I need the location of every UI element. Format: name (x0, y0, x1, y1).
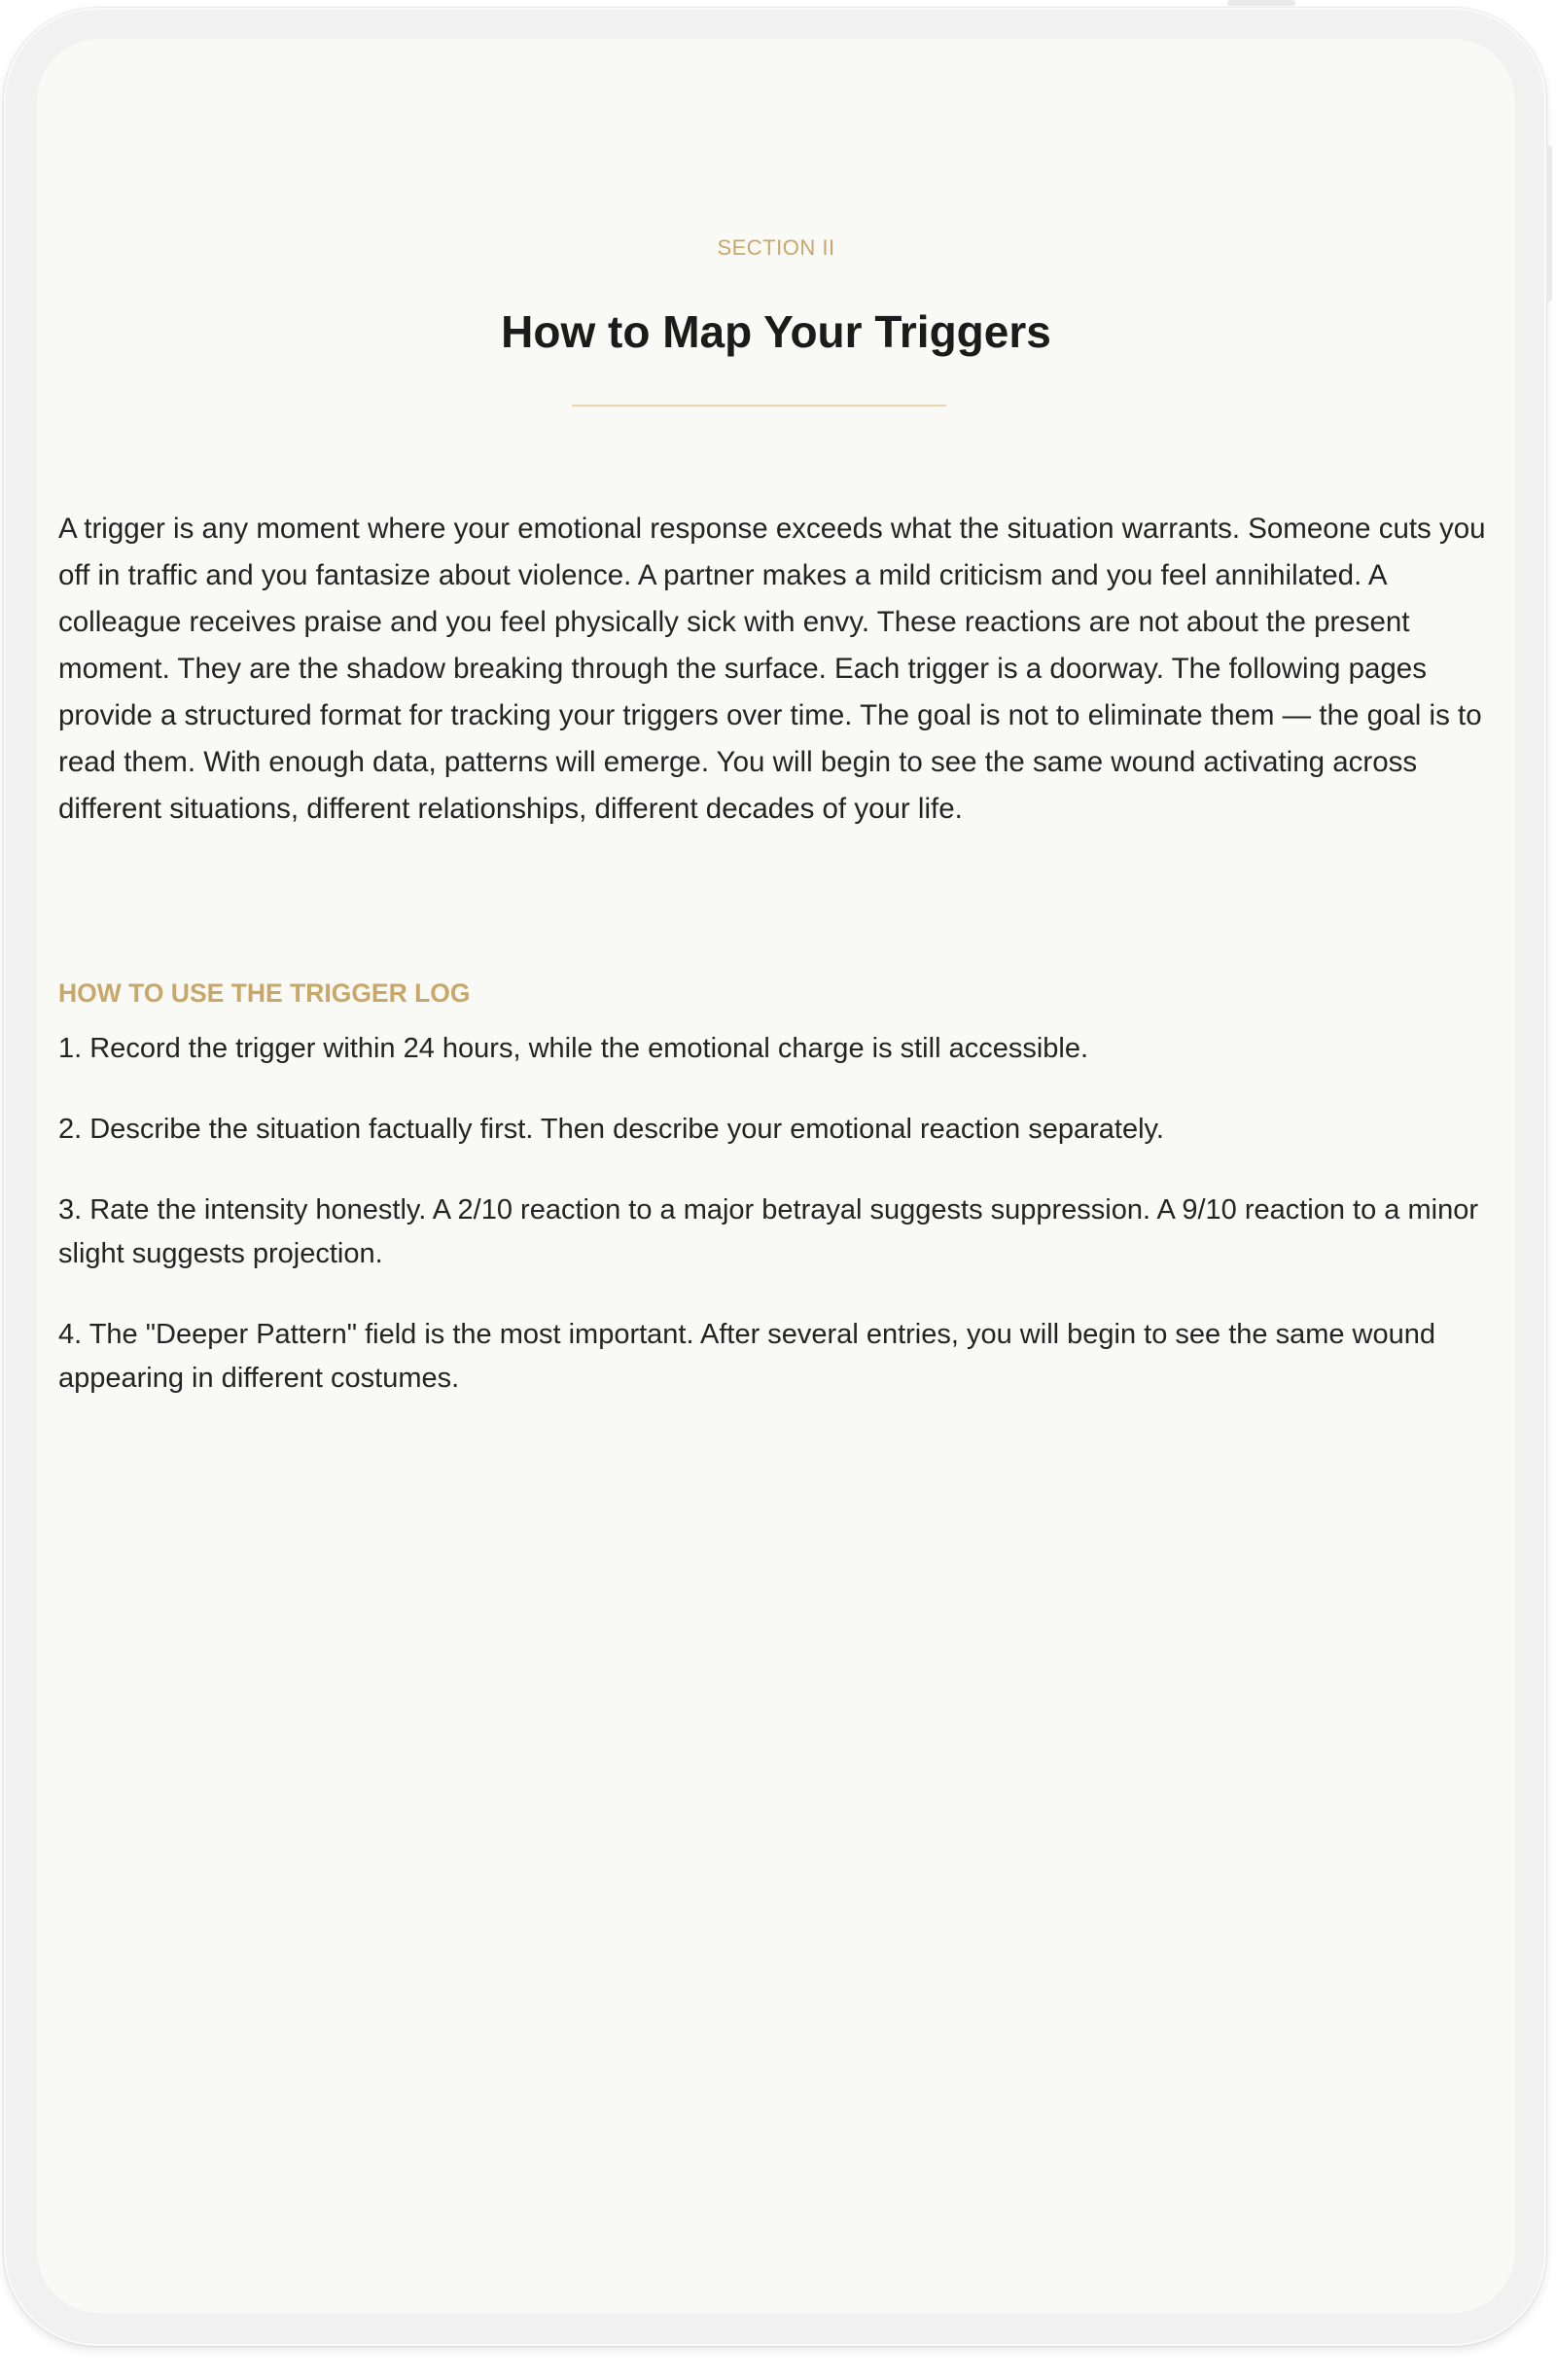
instruction-step: 3. Rate the intensity honestly. A 2/10 reaction to a major betrayal suggests suppression. A 9/10 reaction to a minor slight suggests projection. (58, 1194, 1478, 1269)
document-page (37, 39, 1515, 2313)
instruction-step: 1. Record the trigger within 24 hours, while the emotional charge is still accessible. (58, 1033, 1089, 1064)
title-divider (572, 405, 946, 407)
device-side-button (1546, 146, 1552, 302)
section-eyebrow: SECTION II (717, 235, 835, 260)
device-top-button (1227, 0, 1295, 6)
page-title: How to Map Your Triggers (501, 306, 1051, 357)
how-to-heading: HOW TO USE THE TRIGGER LOG (58, 978, 471, 1008)
instruction-step: 4. The "Deeper Pattern" field is the most important. After several entries, you will begin to see the same wound appearing in different costumes. (58, 1319, 1436, 1394)
instruction-list (58, 1027, 1488, 1438)
intro-paragraph: A trigger is any moment where your emotional response exceeds what the situation warrants. Someone cuts you off in traffic and you fantasize about violence. A partner makes a mild criticism and you feel annihilated. A colleague receives praise and you feel physically sick with envy. These reactions are not about the present moment. They are the shadow breaking through the surface. Each trigger is a doorway. The following pages provide a structured format for tracking your triggers over time. The goal is not to eliminate them — the goal is to read them. With enough data, patterns will emerge. You will begin to see the same wound activating across different situations, different relationships, different decades of your life. (58, 513, 1486, 825)
instruction-step: 2. Describe the situation factually first. Then describe your emotional reaction separately. (58, 1114, 1164, 1145)
